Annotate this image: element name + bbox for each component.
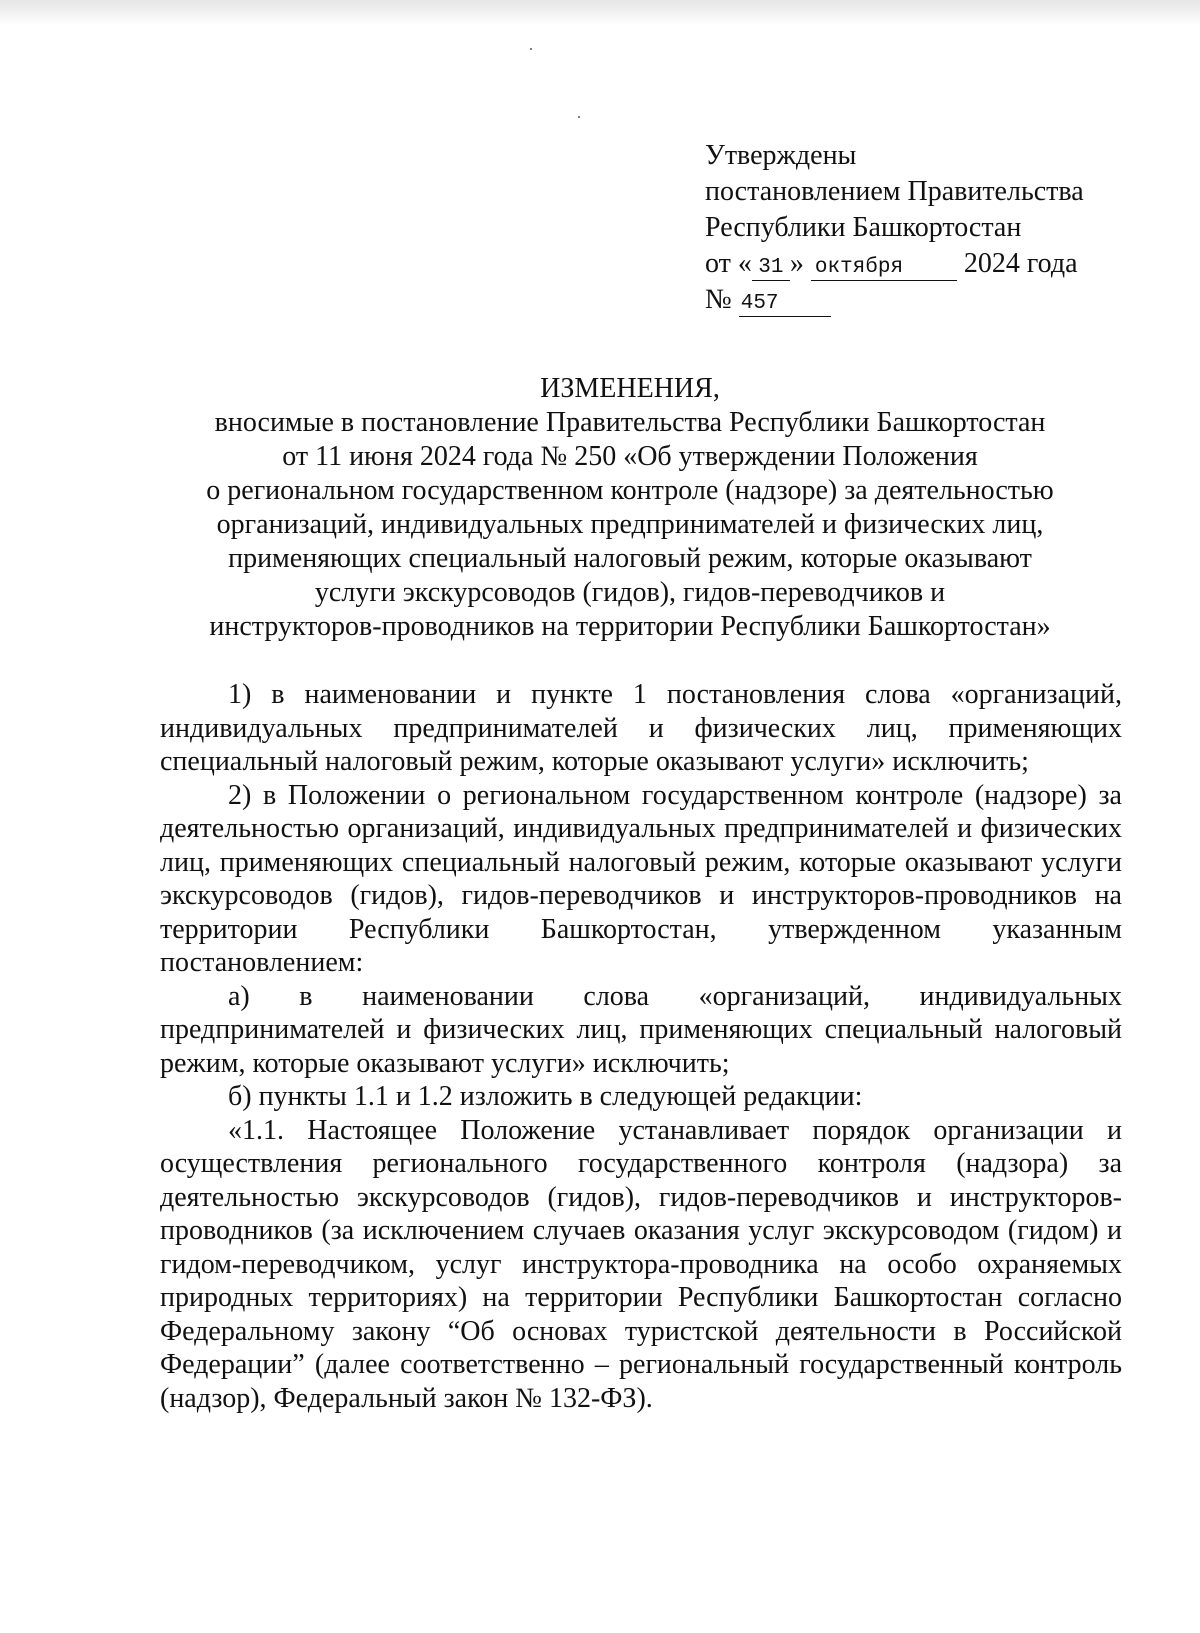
- approval-block: [705, 138, 1165, 318]
- approval-month: октября: [811, 256, 957, 281]
- approval-line: Республики Башкортостан: [705, 212, 1022, 243]
- scan-speck: [578, 116, 580, 118]
- scan-edge-shadow: [0, 0, 1200, 26]
- title-line: инструкторов-проводников на территории Республики Башкортостан»: [209, 611, 1051, 642]
- title-line: применяющих специальный налоговый режим, которые оказывают: [228, 543, 1032, 574]
- approval-date-line: [705, 246, 1165, 282]
- title-line: о региональном государственном контроле (надзоре) за деятельностью: [206, 475, 1054, 506]
- title-line: услуги экскурсоводов (гидов), гидов-переводчиков и: [314, 577, 946, 608]
- paragraph-clause-1-1: «1.1. Настоящее Положение устанавливает порядок организации и осуществления регионального государственного контроля (надзора) за деятельностью экскурсоводов (гидов), гидов-переводчиков и инструкторов-проводников (за исключением случаев оказания услуг экскурсоводом (гидом) и гидом-переводчиком, услуг инструктора-проводника на особо охраняемых природных территориях) на территории Республики Башкортостан согласно Федеральному закону “Об основах туристской деятельности в Российской Федерации” (далее соответственно – региональный государственный контроль (надзор), Федеральный закон № 132-ФЗ).: [160, 1114, 1122, 1414]
- document-title: [150, 372, 1110, 644]
- approval-day: 31: [752, 256, 790, 281]
- approval-line: постановлением Правительства: [705, 176, 1084, 207]
- title-line: вносимые в постановление Правительства Республики Башкортостан: [214, 407, 1046, 438]
- scan-speck: [530, 48, 532, 50]
- paragraph-item-2: 2) в Положении о региональном государственном контроле (надзоре) за деятельностью организаций, индивидуальных предпринимателей и физических лиц, применяющих специальный налоговый режим, которые оказывают услуги экскурсоводов (гидов), гидов-переводчиков и инструкторов-проводников на территории Республики Башкортостан, утвержденном указанным постановлением:: [160, 779, 1122, 978]
- paragraph-subitem-b: б) пункты 1.1 и 1.2 изложить в следующей редакции:: [228, 1081, 863, 1112]
- date-mid: »: [789, 248, 804, 279]
- paragraph-subitem-a: а) в наименовании слова «организаций, индивидуальных предпринимателей и физических лиц, применяющих специальный налоговый режим, которые оказывают услуги» исключить;: [160, 980, 1122, 1079]
- paragraph-item-1: 1) в наименовании и пункте 1 постановления слова «организаций, индивидуальных предпринимателей и физических лиц, применяющих специальный налоговый режим, которые оказывают услуги» исключить;: [160, 679, 1122, 777]
- approval-number-line: [705, 282, 1165, 318]
- title-line: организаций, индивидуальных предпринимателей и физических лиц,: [216, 509, 1044, 540]
- date-prefix: от «: [705, 248, 752, 279]
- document-body: [160, 678, 1122, 1415]
- number-sign: №: [705, 284, 732, 315]
- approval-line: Утверждены: [705, 140, 857, 171]
- title-line: от 11 июня 2024 года № 250 «Об утверждении Положения: [282, 441, 978, 472]
- approval-year: 2024 года: [963, 248, 1078, 279]
- approval-number: 457: [739, 292, 831, 317]
- title-heading: ИЗМЕНЕНИЯ,: [540, 373, 720, 404]
